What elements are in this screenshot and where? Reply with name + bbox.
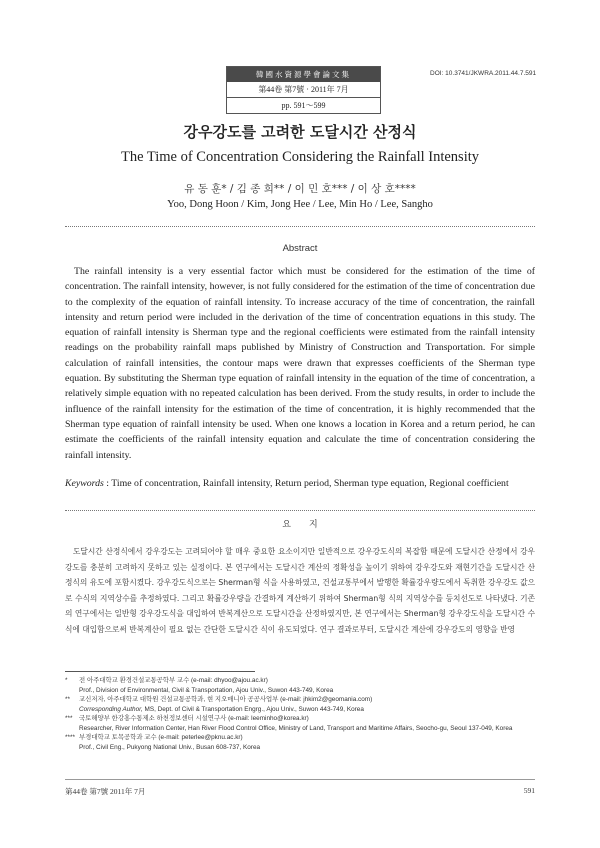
footnote-4 [65,733,535,752]
footer-journal-info: 第44卷 第7號 2011年 7月 [65,787,146,796]
keywords [65,476,535,491]
abstract-body: The rainfall intensity is a very essential factor which must be considered for the estimation of the time of concentration. The rainfall intensity, however, is not fully considered for the estimation of the time of concentration due to the complexity of the equation of rainfall intensity. To increase accuracy of the time of concentration, the rainfall intensity and return period were included in the derivation of the time of concentration equations in this study. The equation of rainfall intensity is Sherman type and the regional coefficients were estimated from the rainfall intensity readings on the probability rainfall maps published by Ministry of Construction and Transportation. For simple calculation of rainfall intensities, the contour maps were drawn that expresses coefficients of the Sherman type equation. By substituting the Sherman type equation of rainfall intensity in the equation of the time of concentration, a relatively simple equation with no repeated calculation has been derived. From the study results, in order to include the influence of the rainfall intensity for the estimation of the time of concentration, it is highly recommended that the Sherman type equation of rainfall intensity be used. When one knows a location in Korea and a return period, he can estimate the coefficients of the rainfall intensity equation and calculate the time of concentration considering the rainfall intensity. [65,266,535,461]
keywords-text: Time of concentration, Rainfall intensity, Return period, Sherman type equation, Regional coefficient [111,478,509,489]
footnote-mark: **** [65,734,75,741]
korean-abstract-heading: 요지 [282,520,336,530]
footnote-line: Prof., Civil Eng., Pukyong National Univ., Busan 608-737, Korea [79,743,261,751]
footnote-line: 전 아주대학교 환경건설교통공학부 교수 (e-mail: dhyoo@ajou.ac.kr) [79,677,268,684]
footnote-1 [65,676,535,695]
footnote-line: Prof., Division of Environmental, Civil & Transportation, Ajou Univ., Suwon 443-749, Korea [79,686,334,694]
journal-volume-issue: 第44卷 第7號 · 2011年 7月 [227,82,380,98]
keywords-separator: : [103,478,112,489]
corresponding-author-label: Corresponding Author, [79,705,143,713]
title-korean: 강우강도를 고려한 도달시간 산정식 [183,123,417,141]
footnote-line-rest: MS, Dept. of Civil & Transportation Engrg., Ajou Univ., Suwon 443-749, Korea [142,705,364,713]
divider-top [65,226,535,227]
footnote-2 [65,695,535,714]
journal-name: 韓國水資源學會論文集 [227,67,380,82]
page-number: 591 [523,786,535,795]
footnote-line: Researcher, River Information Center, Han River Flood Control Office, Ministry of Land, Transport and Maritime Affairs, Seocho-gu, Seoul 137-049, Korea [79,724,513,732]
footnote-rule [65,671,255,672]
journal-info-box [226,66,381,114]
authors-english: Yoo, Dong Hoon / Kim, Jong Hee / Lee, Min Ho / Lee, Sangho [167,199,433,210]
divider-middle [65,510,535,511]
keywords-label: Keywords [65,478,104,489]
title-english: The Time of Concentration Considering the Rainfall Intensity [120,149,480,165]
footnote-mark: *** [65,715,73,722]
journal-pages: pp. 591～599 [281,101,326,110]
footnotes [65,676,535,752]
footnote-3 [65,714,535,733]
footnote-line: 부경대학교 토목공학과 교수 (e-mail: peterlee@pknu.ac.kr) [79,734,243,741]
footnote-line: 국토해양부 한강홍수통제소 하천정보센터 시설연구사 (e-mail: leeminho@korea.kr) [79,715,309,722]
doi: DOI: 10.3741/JKWRA.2011.44.7.591 [430,70,537,77]
abstract-heading: Abstract [282,243,318,254]
korean-abstract-body: 도달시간 산정식에서 강우강도는 고려되어야 할 매우 중요한 요소이지만 일반적으로 강우강도식의 복잡함 때문에 도달시간 산정에서 강우강도를 충분히 고려하지 못하고 있는 실정이다. 본 연구에서는 도달시간 계산의 정확성을 높이기 위하여 강우강도와 재현기간을 도달시간 산정식의 유도에 포함시켰다. 강우강도식으로는 Sherman형 식을 사용하였고, 건설교통부에서 발행한 확률강우량도에서 독취한 강우강도 값으로 수식의 지역상수를 추정하였다. 그리고 확률강우량을 간결하게 계산하기 위하여 Sherman형 식의 지역상수를 등치선도로 나타냈다. 기존의 연구에서는 일반형 강우강도식을 대입하여 반복계산으로 도달시간을 산정하였지만, 본 연구에서는 Sherman형 강우강도식을 도달시간 수식에 대입함으로써 반복계산이 필요 없는 간단한 도달시간 식이 유도되었다. 연구 결과로부터, 도달시간 계산에 강우강도의 영향을 반영 [65,547,535,634]
footnote-mark: * [65,677,68,684]
footnote-line [79,705,535,715]
authors-korean: 유 동 훈* / 김 종 희** / 이 민 호*** / 이 상 호**** [184,183,416,195]
footer-rule [65,779,535,780]
footnote-mark: ** [65,696,70,703]
footnote-line: 교신저자, 아주대학교 대학원 건설교통공학과, 현 지오매니아 공공사업부 (e-mail: jhkim2@geomania.com) [79,696,373,703]
